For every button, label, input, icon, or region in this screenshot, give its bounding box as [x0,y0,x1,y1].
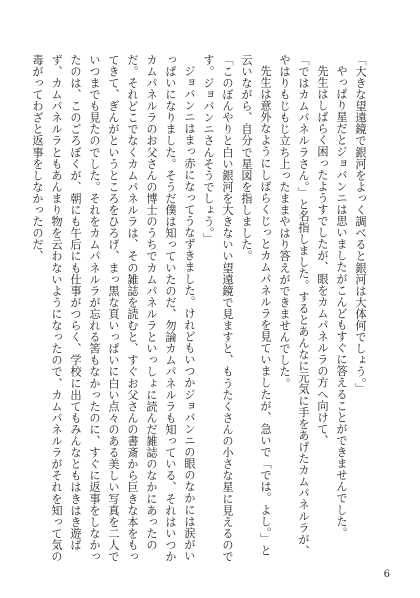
page-number: 6 [383,569,390,580]
paragraph-teacher-points: 先生は意外なようにしばらくじっとカムパネルラを見ていましたが、急いで「では。よし。」と云いながら、自分で星図を指しました。 [240,54,272,557]
paragraph-giovanni-thought: やっぱり星だとジョバンニは思いましたがこんどもすぐに答えることができませんでした。 [335,65,348,539]
paragraph-teacher-turns: 先生はしばらく困ったようすでしたが、眼をカムパネルラの方へ向けて、 [316,65,329,447]
paragraph-teacher-explains: 「このぼんやりと白い銀河を大きないい望遠鏡で見ますと、もうたくさんの小さな星に見えるのです。ジョバンニさんそうでしょう。」 [202,54,234,563]
paragraph-question: 「大きな望遠鏡で銀河をよっく調べると銀河は大体何でしょう。」 [354,54,367,395]
paragraph-giovanni-tears: ジョバンニはまっ赤になってうなずきました。けれどもいつかジョバンニの眼のなかには涙がいっぱいになりました。そうだ僕は知っていたのだ、勿論カムパネルラも知っている、それはいつかカムパネルラのお父さんの博士のうちでカムパネルラといっしょに読んだ雑誌のなかにあったのだ。それどこでなくカムパネルラは、その雑誌を読むと、すぐお父さんの書斎から巨きな本をもってきて、ぎんがというところをひろげ、まっ黒な頁いっぱいに白い点々のある美しい写真を二人でいつまでも見たのでした。それをカムパネルラが忘れる筈もなかったのに、すぐに返事をしなかったのは、このごろぼくが、朝にも午后にも仕事がつらく、学校に出てもみんなともはきはき遊ばず、カムパネルラともあんまり物を云わないようになったので、カムパネルラがそれを知って気の毒がってわざと返事をしなかったのだ、 [31,54,196,563]
vertical-text-body [31,54,370,566]
paragraph-campanella-named: 「ではカムパネルラさん。」と名指しました。するとあんなに元気に手をあげたカムパネルラが、やはりもじもじ立ち上ったままやはり答えができませんでした。 [278,54,310,557]
